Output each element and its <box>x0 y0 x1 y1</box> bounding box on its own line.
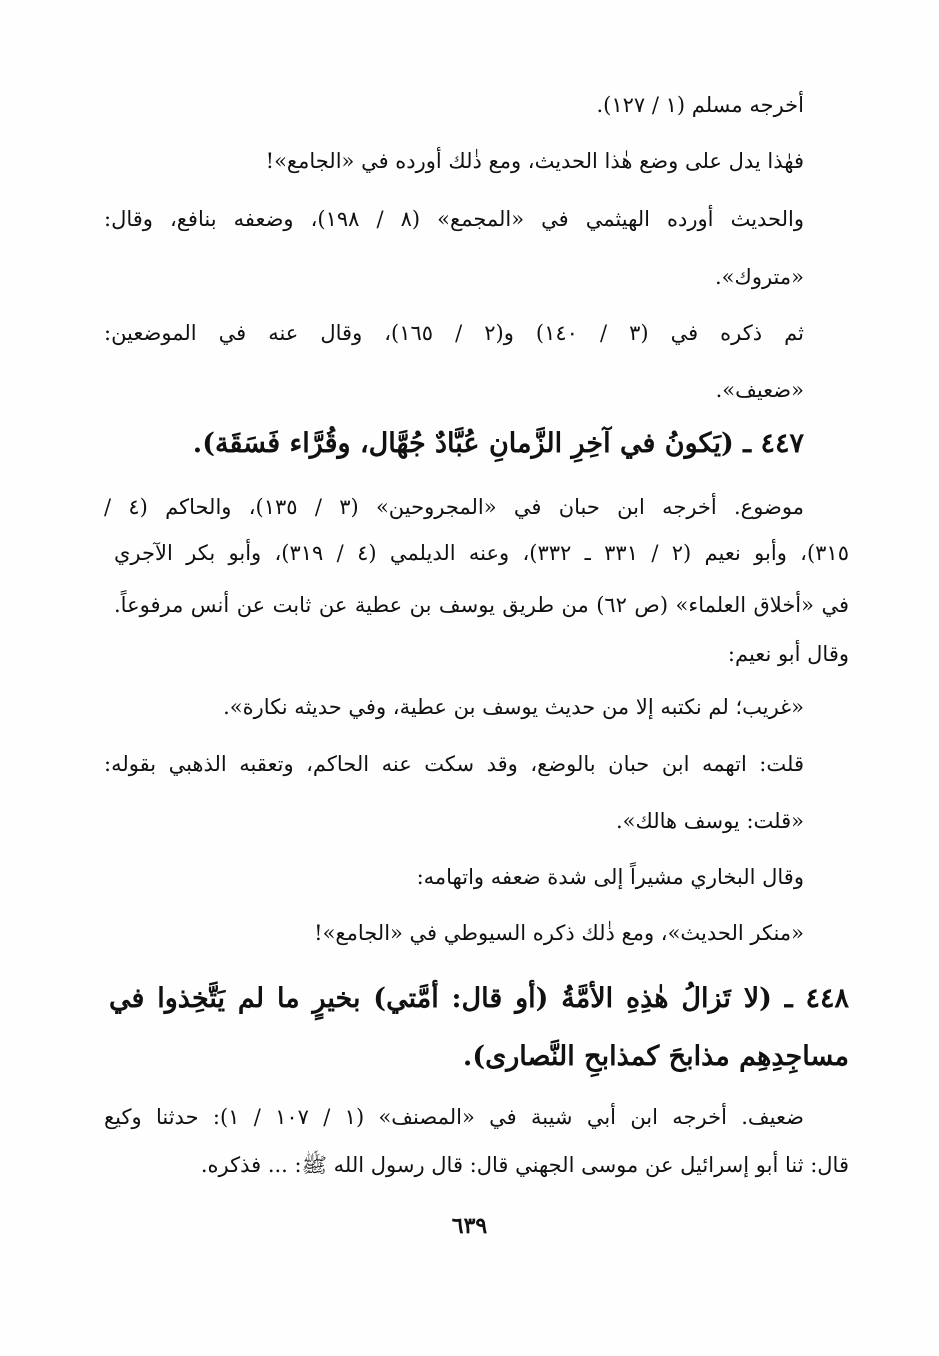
text-line-4: «متروك». <box>715 265 804 289</box>
text-line-15: وقال البخاري مشيراً إلى شدة ضعفه واتهامه: <box>416 865 804 889</box>
text-line-13: قلت: اتهمه ابن حبان بالوضع، وقد سكت عنه الحاكم، وتعقبه الذهبي بقوله: <box>104 752 804 776</box>
text-line-1: أخرجه مسلم (١ / ١٢٧). <box>596 93 804 117</box>
text-line-3: والحديث أورده الهيثمي في «المجمع» (٨ / ١٩٨)، وضعفه بنافع، وقال: <box>104 207 804 231</box>
text-line-12: «غريب؛ لم نكتبه إلا من حديث يوسف بن عطية، وفي حديثه نكارة». <box>223 695 804 719</box>
text-line-6: «ضعيف». <box>715 378 804 402</box>
hadith-448-heading-line-1: ٤٤٨ ـ (لا تَزالُ هٰذِهِ الأمَّةُ (أو قال: أمَّتي) بخيرٍ ما لم يَتَّخِذوا في <box>109 983 849 1014</box>
page-number: ٦٣٩ <box>451 1213 488 1239</box>
text-line-20: قال: ثنا أبو إسرائيل عن موسى الجهني قال: قال رسول الله ﷺ: ... فذكره. <box>200 1153 849 1177</box>
text-line-14: «قلت: يوسف هالك». <box>615 809 804 833</box>
text-line-5: ثم ذكره في (٣ / ١٤٠) و(٢ / ١٦٥)، وقال عنه في الموضعين: <box>104 321 804 345</box>
text-line-11: وقال أبو نعيم: <box>727 642 849 666</box>
hadith-448-heading-line-2: مساجِدِهِم مذابحَ كمذابحِ النَّصارى). <box>462 1041 849 1072</box>
text-line-10: في «أخلاق العلماء» (ص ٦٢) من طريق يوسف بن عطية عن ثابت عن أنس مرفوعاً. <box>114 593 849 617</box>
text-line-2: فهٰذا يدل على وضع هٰذا الحديث، ومع ذٰلك أورده في «الجامع»! <box>265 149 804 173</box>
hadith-447-heading: ٤٤٧ ـ (يَكونُ في آخِرِ الزَّمانِ عُبَّادٌ جُهَّال، وقُرَّاء فَسَقَة). <box>192 428 804 459</box>
text-line-19: ضعيف. أخرجه ابن أبي شيبة في «المصنف» (١ / ١٠٧ / ١): حدثنا وكيع <box>104 1105 804 1129</box>
text-line-16: «منكر الحديث»، ومع ذٰلك ذكره السيوطي في «الجامع»! <box>314 921 804 945</box>
text-line-9: ٣١٥)، وأبو نعيم (٢ / ٣٣١ ـ ٣٣٢)، وعنه الديلمي (٤ / ٣١٩)، وأبو بكر الآجري <box>114 541 849 565</box>
text-line-8: موضوع. أخرجه ابن حبان في «المجروحين» (٣ / ١٣٥)، والحاكم (٤ / <box>104 495 804 519</box>
